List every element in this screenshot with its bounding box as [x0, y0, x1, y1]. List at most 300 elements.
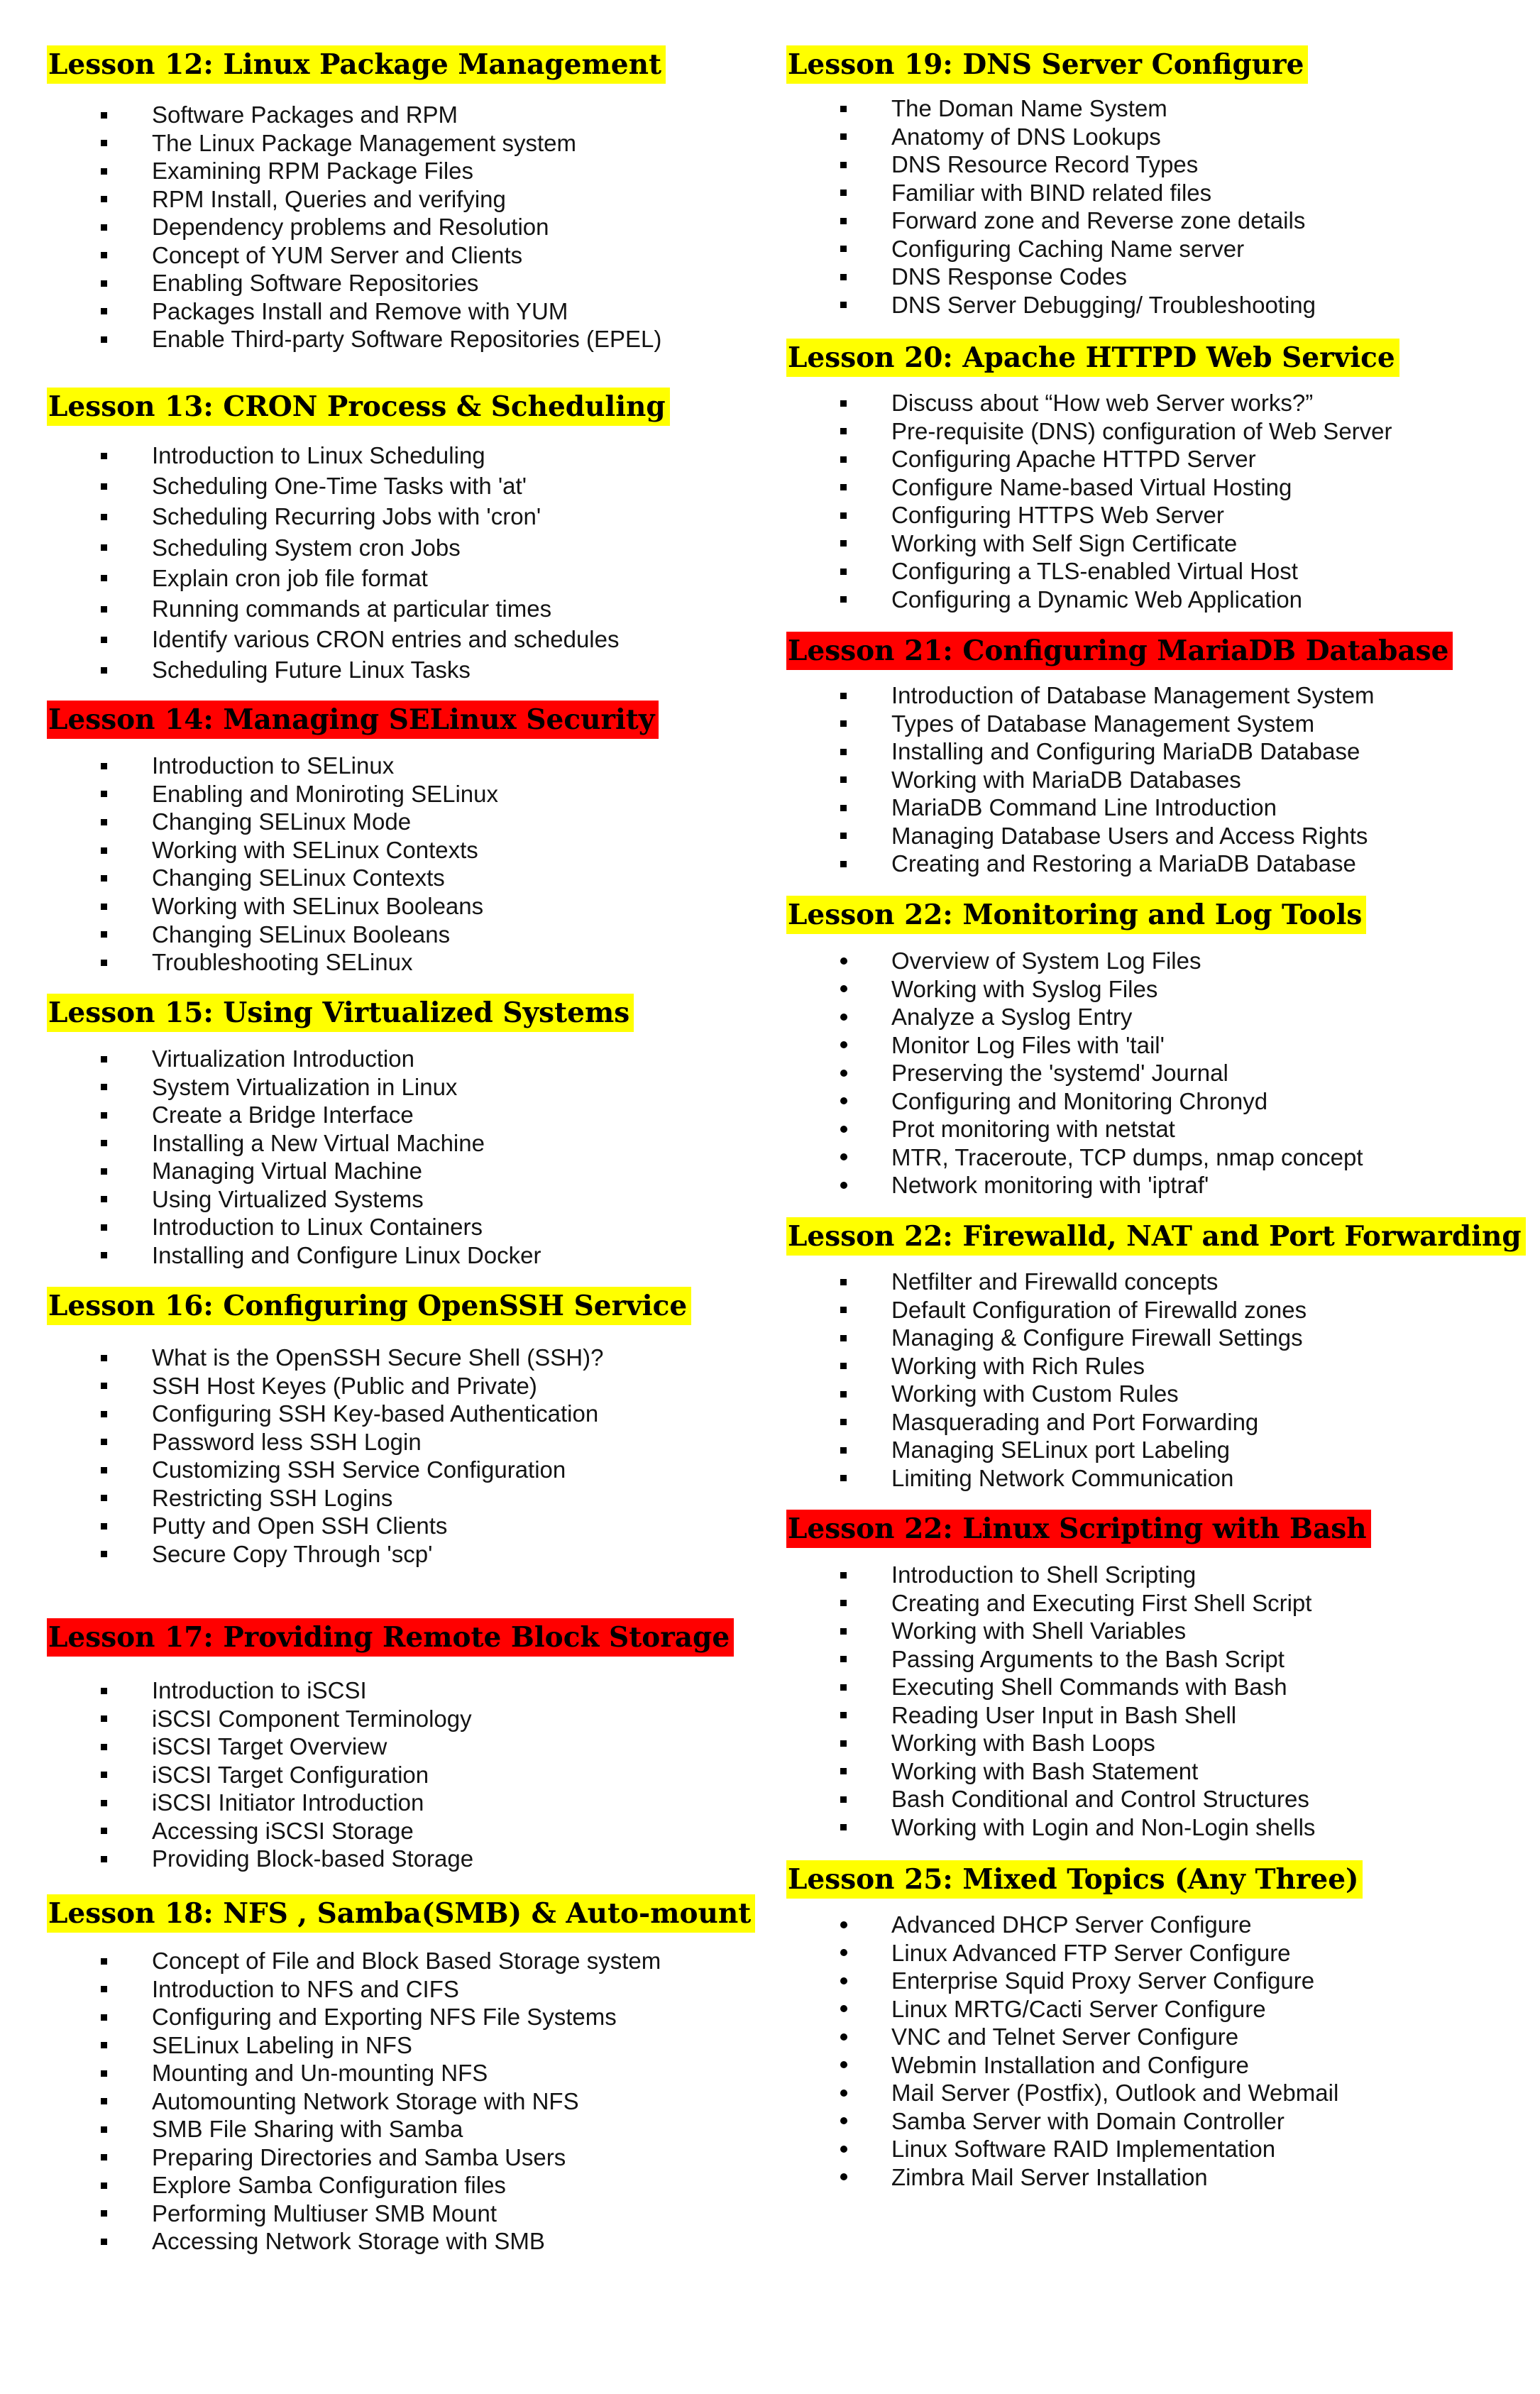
topic-list: [47, 1344, 603, 1568]
list-item-text: Changing SELinux Contexts: [152, 864, 445, 891]
list-item-text: SMB File Sharing with Samba: [152, 2116, 463, 2142]
round-bullet-icon: [786, 1967, 826, 1995]
square-bullet-icon: [786, 1561, 826, 1589]
list-item: [47, 213, 661, 241]
round-bullet-icon: [786, 1995, 826, 2024]
square-bullet-icon: [786, 291, 826, 319]
square-bullet-icon: [786, 1701, 826, 1730]
list-item: [786, 1813, 1315, 1842]
square-bullet-icon: [786, 850, 826, 878]
list-item: [47, 1705, 473, 1733]
list-item: [786, 1143, 1363, 1172]
list-item: [47, 2031, 661, 2060]
list-item: [786, 1031, 1363, 1060]
list-item: [786, 975, 1363, 1004]
list-item-text: SELinux Labeling in NFS: [152, 2031, 412, 2058]
list-item: [47, 471, 620, 501]
round-bullet-icon: [786, 1115, 826, 1143]
square-bullet-icon: [47, 2087, 87, 2116]
list-item-text: Managing & Configure Firewall Settings: [891, 1324, 1303, 1351]
list-item-text: Installing and Configuring MariaDB Database: [891, 738, 1360, 764]
list-item-text: Secure Copy Through 'scp': [152, 1540, 433, 1567]
square-bullet-icon: [786, 737, 826, 766]
list-item: [786, 235, 1316, 263]
list-item: [786, 1171, 1363, 1199]
lesson-section: [786, 632, 1453, 877]
square-bullet-icon: [786, 1408, 826, 1437]
list-item-text: RPM Install, Queries and verifying: [152, 185, 506, 212]
list-item: [47, 1185, 541, 1214]
square-bullet-icon: [786, 445, 826, 473]
list-item: [786, 2051, 1338, 2080]
square-bullet-icon: [47, 101, 87, 129]
list-item-text: Scheduling Recurring Jobs with 'cron': [152, 503, 541, 530]
list-item-text: Webmin Installation and Configure: [891, 2051, 1249, 2078]
square-bullet-icon: [47, 1456, 87, 1484]
list-item-text: Working with SELinux Contexts: [152, 836, 478, 863]
square-bullet-icon: [47, 808, 87, 836]
list-item: [47, 1975, 661, 2004]
list-item: [47, 1676, 473, 1705]
square-bullet-icon: [47, 1975, 87, 2004]
square-bullet-icon: [47, 440, 87, 471]
list-item-text: Pre-requisite (DNS) configuration of Web Server: [891, 417, 1392, 444]
list-item: [786, 1059, 1363, 1087]
lesson-title: Lesson 21: Configuring MariaDB Database: [786, 632, 1453, 670]
list-item-text: Accessing Network Storage with SMB: [152, 2228, 545, 2254]
list-item-text: Software Packages and RPM: [152, 101, 458, 128]
list-item-text: Reading User Input in Bash Shell: [891, 1701, 1237, 1728]
list-item: [786, 1589, 1315, 1618]
list-item: [47, 948, 498, 977]
square-bullet-icon: [786, 473, 826, 502]
list-item: [47, 532, 620, 563]
square-bullet-icon: [47, 1045, 87, 1073]
list-item-text: Linux Advanced FTP Server Configure: [891, 1939, 1291, 1966]
square-bullet-icon: [786, 1729, 826, 1757]
square-bullet-icon: [47, 1101, 87, 1129]
list-item: [786, 1003, 1363, 1031]
list-item: [47, 752, 498, 780]
square-bullet-icon: [786, 417, 826, 446]
square-bullet-icon: [786, 501, 826, 529]
list-item-text: Examining RPM Package Files: [152, 158, 474, 184]
square-bullet-icon: [786, 179, 826, 207]
list-item: [47, 1789, 473, 1817]
square-bullet-icon: [47, 948, 87, 977]
list-item-text: Providing Block-based Storage: [152, 1845, 474, 1872]
square-bullet-icon: [47, 1845, 87, 1873]
list-item: [786, 2135, 1338, 2163]
list-item: [47, 241, 661, 270]
list-item: [786, 1352, 1307, 1380]
list-item: [47, 1400, 603, 1428]
square-bullet-icon: [47, 532, 87, 563]
square-bullet-icon: [786, 1589, 826, 1618]
list-item-text: SSH Host Keyes (Public and Private): [152, 1372, 537, 1399]
square-bullet-icon: [786, 235, 826, 263]
square-bullet-icon: [786, 794, 826, 822]
list-item-text: Netfilter and Firewalld concepts: [891, 1268, 1219, 1295]
square-bullet-icon: [786, 1464, 826, 1493]
list-item: [786, 2079, 1338, 2107]
square-bullet-icon: [47, 1512, 87, 1540]
list-item-text: Changing SELinux Mode: [152, 808, 412, 835]
topic-list: [786, 1911, 1338, 2191]
list-item: [786, 1617, 1315, 1645]
list-item: [47, 563, 620, 593]
list-item-text: Working with Custom Rules: [891, 1380, 1179, 1407]
list-item-text: DNS Server Debugging/ Troubleshooting: [891, 291, 1316, 318]
list-item-text: System Virtualization in Linux: [152, 1073, 458, 1100]
list-item: [47, 624, 620, 654]
list-item: [786, 1380, 1307, 1408]
list-item-text: Enable Third-party Software Repositories (EPEL): [152, 326, 662, 352]
round-bullet-icon: [786, 1939, 826, 1967]
list-item-text: Passing Arguments to the Bash Script: [891, 1645, 1285, 1672]
list-item-text: Introduction to iSCSI: [152, 1677, 367, 1703]
list-item-text: Overview of System Log Files: [891, 948, 1201, 974]
square-bullet-icon: [786, 1813, 826, 1842]
lesson-section: [47, 1894, 755, 2254]
list-item: [786, 1911, 1338, 1939]
square-bullet-icon: [786, 1352, 826, 1380]
list-item-text: Linux MRTG/Cacti Server Configure: [891, 1995, 1266, 2022]
lesson-title: Lesson 25: Mixed Topics (Any Three): [786, 1860, 1363, 1899]
square-bullet-icon: [47, 185, 87, 214]
list-item: [786, 94, 1316, 123]
list-item-text: Monitor Log Files with 'tail': [891, 1031, 1165, 1058]
lesson-title: Lesson 15: Using Virtualized Systems: [47, 994, 634, 1032]
square-bullet-icon: [47, 892, 87, 921]
round-bullet-icon: [786, 947, 826, 975]
list-item: [47, 1372, 603, 1400]
list-item: [786, 1939, 1338, 1967]
list-item: [47, 129, 661, 158]
square-bullet-icon: [47, 2143, 87, 2172]
list-item-text: Advanced DHCP Server Configure: [891, 1911, 1252, 1938]
list-item: [786, 1645, 1315, 1674]
square-bullet-icon: [47, 471, 87, 501]
list-item-text: Samba Server with Domain Controller: [891, 2107, 1285, 2134]
square-bullet-icon: [47, 1705, 87, 1733]
list-item-text: Configuring HTTPS Web Server: [891, 502, 1224, 528]
list-item: [47, 1157, 541, 1185]
square-bullet-icon: [47, 1428, 87, 1456]
list-item: [47, 1456, 603, 1484]
list-item-text: Enabling Software Repositories: [152, 270, 479, 296]
square-bullet-icon: [47, 1157, 87, 1185]
list-item-text: Zimbra Mail Server Installation: [891, 2163, 1208, 2190]
round-bullet-icon: [786, 1171, 826, 1199]
square-bullet-icon: [786, 123, 826, 151]
list-item-text: Using Virtualized Systems: [152, 1185, 424, 1212]
topic-list: [786, 1561, 1315, 1841]
square-bullet-icon: [47, 654, 87, 685]
list-item: [786, 445, 1392, 473]
round-bullet-icon: [786, 2135, 826, 2163]
lesson-section: [786, 896, 1366, 1198]
list-item-text: VNC and Telnet Server Configure: [891, 2024, 1239, 2050]
list-item-text: Familiar with BIND related files: [891, 179, 1212, 206]
list-item: [47, 1241, 541, 1270]
list-item-text: Putty and Open SSH Clients: [152, 1512, 448, 1539]
list-item-text: Scheduling Future Linux Tasks: [152, 657, 471, 683]
list-item: [786, 207, 1316, 235]
list-item-text: iSCSI Target Overview: [152, 1733, 387, 1759]
list-item: [786, 179, 1316, 207]
square-bullet-icon: [47, 1185, 87, 1214]
list-item-text: Working with Rich Rules: [891, 1352, 1145, 1379]
topic-list: [47, 752, 498, 977]
list-item-text: Network monitoring with 'iptraf': [891, 1172, 1209, 1198]
list-item-text: Create a Bridge Interface: [152, 1102, 414, 1128]
list-item: [47, 1817, 473, 1845]
square-bullet-icon: [47, 752, 87, 780]
list-item-text: Introduction to Linux Containers: [152, 1214, 483, 1240]
list-item: [786, 1701, 1315, 1730]
square-bullet-icon: [786, 766, 826, 794]
square-bullet-icon: [47, 1400, 87, 1428]
list-item: [786, 1408, 1307, 1437]
lesson-section: [47, 701, 659, 976]
list-item: [786, 1729, 1315, 1757]
list-item-text: Configuring and Exporting NFS File Systems: [152, 2004, 617, 2030]
round-bullet-icon: [786, 975, 826, 1004]
list-item-text: MariaDB Command Line Introduction: [891, 794, 1277, 820]
lesson-section: [47, 994, 634, 1268]
topic-list: [47, 440, 620, 686]
list-item-text: Prot monitoring with netstat: [891, 1116, 1175, 1142]
list-item-text: Accessing iSCSI Storage: [152, 1817, 414, 1844]
list-item-text: Introduction of Database Management System: [891, 682, 1375, 708]
list-item-text: iSCSI Target Configuration: [152, 1761, 429, 1788]
square-bullet-icon: [47, 780, 87, 808]
round-bullet-icon: [786, 1059, 826, 1087]
list-item-text: Password less SSH Login: [152, 1428, 422, 1455]
square-bullet-icon: [47, 2031, 87, 2060]
list-item: [47, 1073, 541, 1102]
square-bullet-icon: [47, 1789, 87, 1817]
square-bullet-icon: [47, 2059, 87, 2087]
list-item-text: Configuring a Dynamic Web Application: [891, 586, 1303, 613]
list-item: [786, 710, 1375, 738]
list-item: [786, 2023, 1338, 2051]
lesson-section: [786, 45, 1316, 318]
list-item-text: The Doman Name System: [891, 95, 1167, 121]
square-bullet-icon: [786, 1757, 826, 1786]
square-bullet-icon: [786, 389, 826, 417]
round-bullet-icon: [786, 2163, 826, 2192]
list-item: [786, 681, 1375, 710]
lesson-title: Lesson 14: Managing SELinux Security: [47, 701, 659, 739]
list-item: [786, 389, 1392, 417]
lesson-section: [47, 388, 670, 683]
list-item: [786, 1967, 1338, 1995]
square-bullet-icon: [47, 1372, 87, 1400]
list-item: [47, 269, 661, 297]
square-bullet-icon: [786, 822, 826, 850]
list-item: [786, 822, 1375, 850]
square-bullet-icon: [786, 150, 826, 179]
list-item-text: Working with Bash Loops: [891, 1730, 1155, 1756]
round-bullet-icon: [786, 2051, 826, 2080]
list-item: [786, 1115, 1363, 1143]
square-bullet-icon: [47, 2227, 87, 2256]
list-item-text: Analyze a Syslog Entry: [891, 1004, 1133, 1030]
round-bullet-icon: [786, 2107, 826, 2136]
square-bullet-icon: [786, 207, 826, 235]
list-item-text: Preserving the 'systemd' Journal: [891, 1060, 1228, 1086]
list-item-text: Configuring Caching Name server: [891, 235, 1245, 262]
list-item: [47, 2143, 661, 2172]
list-item-text: The Linux Package Management system: [152, 129, 576, 156]
lesson-section: [786, 1510, 1371, 1840]
list-item-text: Default Configuration of Firewalld zones: [891, 1296, 1307, 1323]
list-item-text: Working with Self Sign Certificate: [891, 529, 1238, 556]
list-item: [786, 850, 1375, 878]
square-bullet-icon: [786, 94, 826, 123]
list-item: [786, 2107, 1338, 2136]
square-bullet-icon: [47, 1344, 87, 1372]
topic-list: [47, 101, 661, 353]
square-bullet-icon: [47, 129, 87, 158]
square-bullet-icon: [786, 557, 826, 586]
square-bullet-icon: [47, 213, 87, 241]
list-item-text: MTR, Traceroute, TCP dumps, nmap concept: [891, 1143, 1363, 1170]
square-bullet-icon: [47, 2115, 87, 2143]
list-item-text: Configuring SSH Key-based Authentication: [152, 1400, 599, 1427]
square-bullet-icon: [786, 1617, 826, 1645]
list-item: [786, 1087, 1363, 1116]
list-item: [786, 1785, 1315, 1813]
square-bullet-icon: [786, 586, 826, 614]
list-item-text: Forward zone and Reverse zone details: [891, 207, 1306, 234]
round-bullet-icon: [786, 1143, 826, 1172]
square-bullet-icon: [47, 624, 87, 654]
list-item-text: Restricting SSH Logins: [152, 1484, 393, 1511]
list-item: [47, 1428, 603, 1456]
square-bullet-icon: [47, 836, 87, 864]
square-bullet-icon: [47, 2003, 87, 2031]
list-item-text: Configuring Apache HTTPD Server: [891, 446, 1256, 472]
square-bullet-icon: [786, 529, 826, 558]
list-item-text: Introduction to Linux Scheduling: [152, 442, 485, 468]
lesson-section: [47, 1618, 734, 1872]
list-item: [47, 1344, 603, 1372]
square-bullet-icon: [47, 593, 87, 624]
list-item: [786, 1464, 1307, 1493]
list-item-text: Mounting and Un-mounting NFS: [152, 2060, 488, 2086]
list-item: [47, 2003, 661, 2031]
list-item-text: Introduction to NFS and CIFS: [152, 1975, 459, 2002]
square-bullet-icon: [47, 1676, 87, 1705]
list-item-text: Configuring a TLS-enabled Virtual Host: [891, 558, 1298, 584]
list-item-text: Types of Database Management System: [891, 710, 1315, 737]
list-item: [47, 440, 620, 471]
list-item-text: Dependency problems and Resolution: [152, 214, 549, 240]
lesson-title: Lesson 13: CRON Process & Scheduling: [47, 388, 670, 426]
list-item-text: Working with SELinux Booleans: [152, 892, 484, 919]
round-bullet-icon: [786, 1031, 826, 1060]
list-item-text: Linux Software RAID Implementation: [891, 2136, 1276, 2162]
lesson-title: Lesson 12: Linux Package Management: [47, 45, 666, 84]
list-item: [786, 1296, 1307, 1324]
list-item: [786, 263, 1316, 291]
list-item-text: Installing a New Virtual Machine: [152, 1129, 485, 1156]
list-item-text: iSCSI Initiator Introduction: [152, 1789, 424, 1816]
square-bullet-icon: [786, 1645, 826, 1674]
list-item: [786, 529, 1392, 558]
list-item-text: Configuring and Monitoring Chronyd: [891, 1087, 1268, 1114]
list-item: [786, 150, 1316, 179]
list-item: [47, 864, 498, 892]
square-bullet-icon: [786, 1268, 826, 1296]
list-item-text: DNS Resource Record Types: [891, 151, 1199, 177]
topic-list: [47, 1045, 541, 1269]
topic-list: [786, 389, 1392, 613]
list-item: [47, 501, 620, 532]
lesson-title: Lesson 16: Configuring OpenSSH Service: [47, 1287, 691, 1325]
list-item-text: Mail Server (Postfix), Outlook and Webmail: [891, 2080, 1339, 2106]
list-item: [786, 947, 1363, 975]
list-item-text: iSCSI Component Terminology: [152, 1705, 472, 1732]
list-item-text: Running commands at particular times: [152, 595, 552, 622]
square-bullet-icon: [47, 1129, 87, 1158]
list-item-text: Working with Login and Non-Login shells: [891, 1813, 1316, 1840]
list-item-text: Creating and Restoring a MariaDB Database: [891, 850, 1356, 877]
list-item-text: Masquerading and Port Forwarding: [891, 1408, 1259, 1435]
list-item-text: Scheduling One-Time Tasks with 'at': [152, 473, 527, 500]
lesson-section: [786, 339, 1399, 613]
lesson-title: Lesson 22: Linux Scripting with Bash: [786, 1510, 1371, 1548]
list-item: [786, 123, 1316, 151]
list-item-text: Managing Virtual Machine: [152, 1158, 422, 1184]
list-item: [786, 737, 1375, 766]
square-bullet-icon: [786, 1436, 826, 1464]
list-item: [47, 1045, 541, 1073]
list-item: [47, 593, 620, 624]
list-item: [47, 654, 620, 685]
list-item-text: Managing Database Users and Access Rights: [891, 822, 1368, 849]
square-bullet-icon: [47, 1761, 87, 1789]
list-item: [786, 794, 1375, 822]
list-item-text: Discuss about “How web Server works?”: [891, 390, 1314, 416]
list-item: [786, 766, 1375, 794]
square-bullet-icon: [786, 1296, 826, 1324]
lesson-title: Lesson 18: NFS , Samba(SMB) & Auto-mount: [47, 1894, 755, 1933]
lesson-title: Lesson 17: Providing Remote Block Storage: [47, 1618, 734, 1657]
list-item: [47, 892, 498, 921]
list-item: [786, 291, 1316, 319]
square-bullet-icon: [47, 921, 87, 949]
list-item-text: Troubleshooting SELinux: [152, 949, 413, 976]
list-item-text: Working with Bash Statement: [891, 1757, 1199, 1784]
square-bullet-icon: [47, 269, 87, 297]
list-item-text: Bash Conditional and Control Structures: [891, 1786, 1309, 1812]
list-item-text: Enabling and Moniroting SELinux: [152, 780, 498, 807]
lesson-section: [786, 1217, 1526, 1491]
round-bullet-icon: [786, 2023, 826, 2051]
list-item-text: Introduction to Shell Scripting: [891, 1561, 1197, 1588]
list-item: [47, 2200, 661, 2228]
list-item-text: Working with Shell Variables: [891, 1618, 1187, 1644]
list-item-text: Managing SELinux port Labeling: [891, 1437, 1231, 1463]
list-item-text: Working with Syslog Files: [891, 975, 1158, 1002]
square-bullet-icon: [47, 325, 87, 353]
list-item: [47, 2059, 661, 2087]
list-item: [47, 2087, 661, 2116]
